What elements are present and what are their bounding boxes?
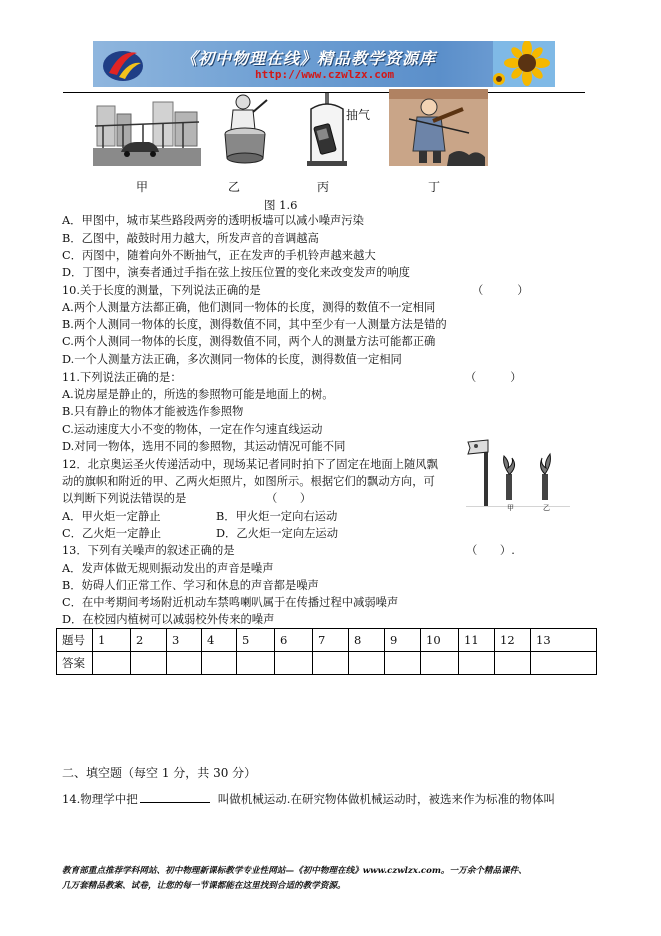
figure-label-yi: 乙: [228, 180, 241, 194]
torch-label-yi: 乙: [543, 504, 550, 512]
q11-option-a: A.说房屋是静止的，所选的参照物可能是地面上的树。: [62, 388, 334, 401]
answer-cell[interactable]: [237, 652, 275, 675]
q13-stem: 13．下列有关噪声的叙述正确的是: [62, 544, 235, 557]
q13-option-a: A．发声体做无规则振动发出的声音是噪声: [62, 562, 274, 575]
q12-option-c: C．乙火炬一定静止: [62, 527, 162, 540]
q12-option-b: B．甲火炬一定向右运动: [216, 510, 338, 523]
q11-option-c: C.运动速度大小不变的物体，一定在作匀速直线运动: [62, 423, 323, 436]
figure-ding-violinist: [389, 89, 488, 166]
answer-cell[interactable]: [202, 652, 237, 675]
q13-answer-paren: （ ）.: [466, 544, 515, 557]
q12-answer-paren: （ ）: [266, 492, 312, 505]
answer-row: [57, 652, 597, 675]
figure-yi-drummer: [219, 92, 271, 166]
question-number-cell: 9: [385, 629, 421, 652]
answer-cell[interactable]: [131, 652, 167, 675]
q12-stem-line1: 12．北京奥运圣火传递活动中，现场某记者同时拍下了固定在地面上随风飘: [62, 458, 438, 471]
sunflower-icon: [493, 41, 555, 87]
question-number-cell: 5: [237, 629, 275, 652]
question-number-cell: 7: [313, 629, 349, 652]
q14-blank[interactable]: [140, 790, 210, 803]
header-banner: [93, 41, 555, 87]
question-number-cell: 8: [349, 629, 385, 652]
q9-option-a: A．甲图中，城市某些路段两旁的透明板墙可以减小噪声污染: [62, 214, 364, 227]
q10-stem: 10.关于长度的测量，下列说法正确的是: [62, 284, 261, 297]
q12-stem-line2: 动的旗帜和附近的甲、乙两火炬照片，如图所示。根据它们的飘动方向，可: [62, 475, 435, 488]
figure-bing-bell-jar: [307, 93, 347, 166]
q10-option-c: C.两个人测同一物体的长度，测得数值不同，两个人的测量方法可能都正确: [62, 335, 436, 348]
q13-option-b: B．妨碍人们正常工作、学习和休息的声音都是噪声: [62, 579, 319, 592]
q9-option-d: D．丁图中，演奏者通过手指在弦上按压位置的变化来改变发声的响度: [62, 266, 410, 279]
answer-cell[interactable]: [93, 652, 131, 675]
figure-jia-city-road: [93, 96, 201, 166]
section-fill-in-title: 二、填空题（每空 1 分，共 30 分）: [62, 766, 257, 780]
figure-caption: 图 1.6: [264, 198, 298, 212]
question-number-cell: 10: [421, 629, 459, 652]
q9-option-b: B．乙图中，敲鼓时用力越大，所发声音的音调越高: [62, 232, 319, 245]
figure-label-jia: 甲: [136, 180, 149, 194]
q13-option-d: D．在校园内植树可以减弱校外传来的噪声: [62, 613, 275, 626]
question-number-cell: 3: [167, 629, 202, 652]
answer-cell[interactable]: [167, 652, 202, 675]
footer-line-2: 几万套精品教案、试卷，让您的每一节课都能在这里找到合适的教学资源。: [62, 881, 346, 891]
question-number-cell: 11: [459, 629, 495, 652]
banner-title: 《初中物理在线》精品教学资源库: [181, 49, 437, 68]
q13-option-c: C．在中考期间考场附近机动车禁鸣喇叭属于在传播过程中减弱噪声: [62, 596, 399, 609]
answer-cell[interactable]: [495, 652, 531, 675]
question-number-cell: 12: [495, 629, 531, 652]
figure-label-ding: 丁: [428, 180, 441, 194]
answer-cell[interactable]: [349, 652, 385, 675]
q14-text-before: 14.物理学中把: [62, 792, 138, 806]
q12-option-a: A．甲火炬一定静止: [62, 510, 161, 523]
footer-line-1: 教育部重点推荐学科网站、初中物理新课标教学专业性网站—《初中物理在线》www.czwlzx.com。一万余个精品课件、: [62, 866, 527, 876]
q10-answer-paren: （ ）: [472, 284, 529, 297]
torch-label-jia: 甲: [507, 504, 514, 512]
pump-label: 抽气: [346, 108, 371, 122]
q12-option-d: D．乙火炬一定向左运动: [216, 527, 339, 540]
answer-cell[interactable]: [459, 652, 495, 675]
answer-cell[interactable]: [421, 652, 459, 675]
question-number-cell: 2: [131, 629, 167, 652]
site-logo-icon: [99, 43, 147, 85]
banner-url: http://www.czwlzx.com: [255, 68, 395, 81]
question-number-cell: 13: [531, 629, 597, 652]
q10-option-b: B.两个人测同一物体的长度，测得数值不同，其中至少有一人测量方法是错的: [62, 318, 447, 331]
row-header-answer: 答案: [57, 652, 93, 675]
q11-stem: 11.下列说法正确的是：: [62, 371, 182, 384]
question-number-cell: 6: [275, 629, 313, 652]
q10-option-d: D.一个人测量方法正确，多次测同一物体的长度，测得数值一定相同: [62, 353, 402, 366]
q14-text: [62, 790, 555, 807]
question-number-cell: 4: [202, 629, 237, 652]
q12-stem-line3: 以判断下列说法错误的是: [62, 492, 187, 505]
q11-option-d: D.对同一物体，选用不同的参照物，其运动情况可能不同: [62, 440, 346, 453]
page-footer: [62, 864, 602, 894]
answer-cell[interactable]: [531, 652, 597, 675]
q11-answer-paren: （ ）: [465, 371, 522, 384]
answer-cell[interactable]: [275, 652, 313, 675]
q11-option-b: B.只有静止的物体才能被选作参照物: [62, 405, 244, 418]
question-number-cell: 1: [93, 629, 131, 652]
answer-cell[interactable]: [313, 652, 349, 675]
row-header-question-number: 题号: [57, 629, 93, 652]
q9-option-c: C．丙图中，随着向外不断抽气，正在发声的手机铃声越来越大: [62, 249, 376, 262]
q10-option-a: A.两个人测量方法都正确，他们测同一物体的长度，测得的数值不一定相同: [62, 301, 436, 314]
figure-flag-torches: [466, 434, 570, 514]
question-number-row: [57, 629, 597, 652]
answer-table: [56, 628, 597, 675]
figure-label-bing: 丙: [317, 180, 330, 194]
answer-cell[interactable]: [385, 652, 421, 675]
q14-text-after: 叫做机械运动.在研究物体做机械运动时，被选来作为标准的物体叫: [217, 792, 555, 806]
